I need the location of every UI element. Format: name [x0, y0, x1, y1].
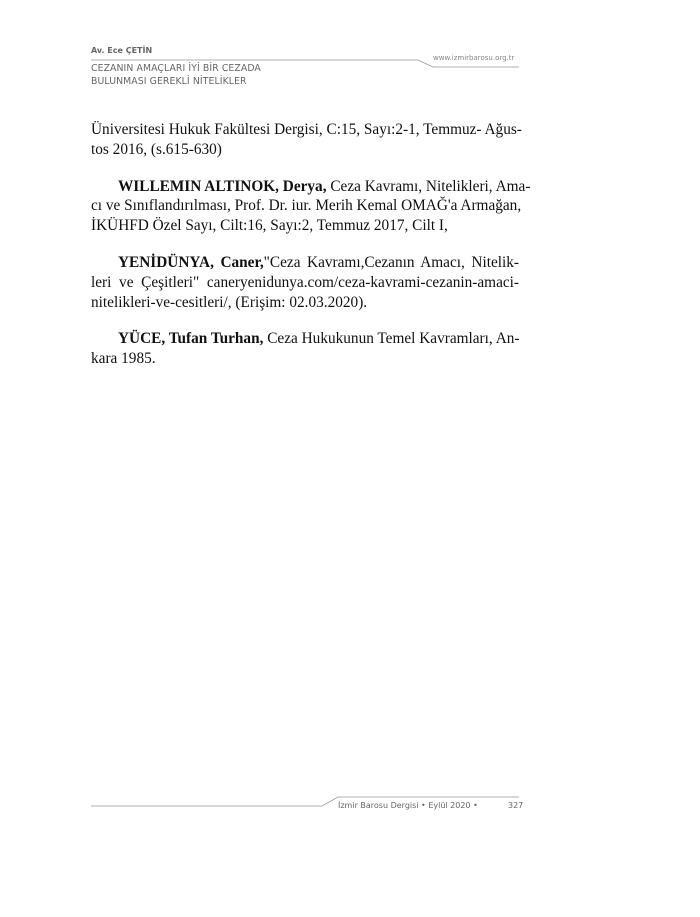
entry-text: Ceza Hukukunun Temel Kavramları, An- [263, 330, 520, 348]
bibliography-entry [91, 253, 519, 312]
bibliography-entry [91, 329, 519, 369]
bibliography-entry [91, 177, 531, 236]
entry-line [91, 140, 519, 160]
entry-line [91, 120, 522, 140]
header-author: Av. Ece ÇETİN [91, 46, 153, 55]
header-url: www.izmirbarosu.org.tr [433, 54, 515, 62]
entry-text: kara 1985. [91, 350, 156, 368]
entry-text: Ceza Kavramı, Nitelikleri, Ama- [326, 177, 531, 195]
entry-line [91, 329, 519, 349]
entry-text: İKÜHFD Özel Sayı, Cilt:16, Sayı:2, Temmuz 2017, Cilt I, [91, 217, 448, 235]
entry-text: tos 2016, (s.615-630) [91, 140, 222, 158]
entry-text: Üniversitesi Hukuk Fakültesi Dergisi, C:15, Sayı:2-1, Temmuz- Ağus- [91, 121, 522, 138]
entry-author: WILLEMIN ALTINOK, Derya, [118, 177, 327, 195]
entry-line [91, 216, 519, 236]
entry-line [91, 293, 519, 313]
entry-text: cı ve Sınıflandırılması, Prof. Dr. iur. Merih Kemal OMAĞ'a Armağan, [91, 197, 522, 215]
entry-text: "Ceza Kavramı,Cezanın Amacı, Nitelik- [263, 253, 519, 271]
entry-line [91, 349, 519, 369]
entry-text: nitelikleri-ve-cesitleri/, (Erişim: 02.03.2020). [91, 293, 368, 311]
page-number: 327 [508, 801, 524, 810]
header-title-line: CEZANIN AMAÇLARI İYİ BİR CEZADA [91, 63, 261, 74]
bibliography [91, 120, 531, 386]
entry-line [91, 253, 519, 273]
entry-line [91, 177, 531, 197]
entry-author: YENİDÜNYA, Caner, [118, 253, 264, 271]
header-title-line: BULUNMASI GEREKLİ NİTELİKLER [91, 76, 247, 87]
entry-author: YÜCE, Tufan Turhan, [118, 330, 264, 348]
footer-journal: İzmir Barosu Dergisi • Eylül 2020 • [338, 801, 478, 810]
entry-text: leri ve Çeşitleri" caneryenidunya.com/ceza-kavrami-cezanin-amaci- [91, 273, 519, 291]
entry-line [91, 273, 519, 293]
entry-line [91, 196, 522, 216]
header-rule [91, 60, 519, 67]
bibliography-entry [91, 120, 522, 160]
